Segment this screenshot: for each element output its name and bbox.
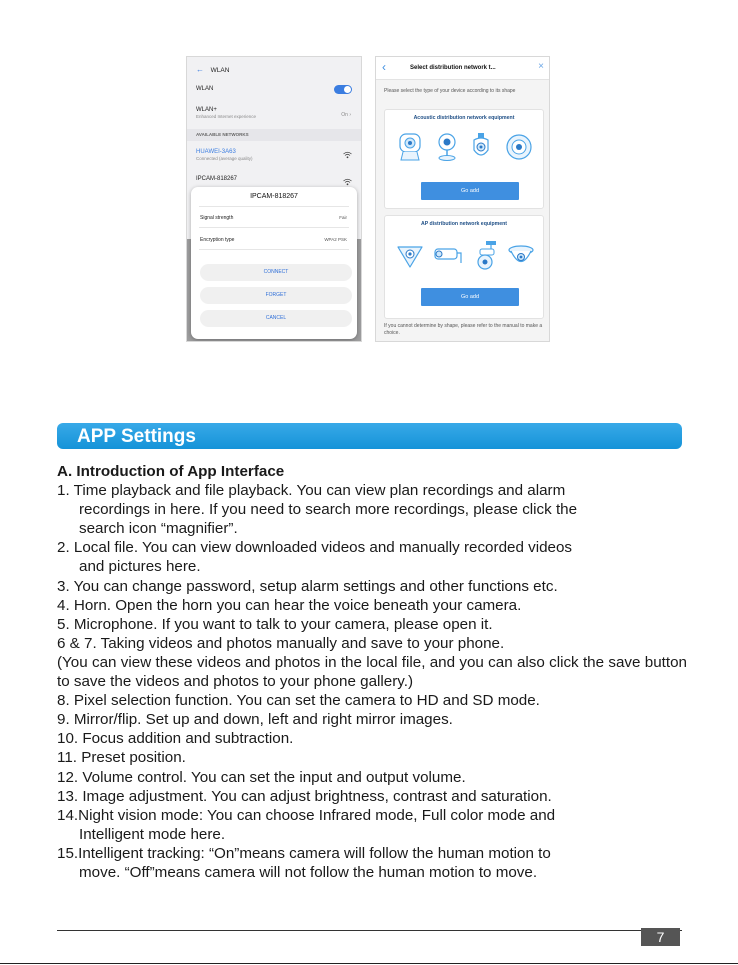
acoustic-card — [384, 109, 544, 209]
list-item-5: 5. Microphone. If you want to talk to your camera, please open it. — [57, 615, 493, 633]
baby-monitor-camera-icon — [397, 132, 423, 162]
wlan-toggle[interactable] — [334, 85, 352, 94]
list-item-2-cont: and pictures here. — [79, 558, 201, 576]
pin-camera-icon — [436, 132, 458, 162]
list-item-14-cont: Intelligent mode here. — [79, 825, 226, 843]
shape-help-note: If you cannot determine by shape, please refer to the manual to make a choice. — [384, 323, 543, 336]
network-dialog — [191, 187, 357, 339]
footer-rule — [57, 930, 682, 931]
wlan-header — [187, 65, 362, 74]
ap-go-add-button[interactable]: Go add — [421, 288, 519, 306]
wlan-plus-row — [187, 107, 362, 119]
chevron-right-icon: › — [349, 112, 351, 118]
back-arrow-icon: ← — [196, 65, 204, 74]
ap-device-icons — [391, 240, 539, 270]
connect-button[interactable]: CONNECT — [200, 264, 352, 281]
wlan-screenshot — [186, 56, 362, 342]
list-item-3: 3. You can change password, setup alarm settings and other functions etc. — [57, 577, 558, 595]
network-name: IPCAM-818267 — [196, 176, 238, 182]
available-networks-header: AVAILABLE NETWORKS — [196, 132, 249, 137]
round-camera-icon — [505, 133, 533, 161]
wlan-label: WLAN — [196, 86, 214, 92]
list-item-13: 13. Image adjustment. You can adjust brightness, contrast and saturation. — [57, 787, 552, 805]
list-item-11: 11. Preset position. — [57, 749, 186, 767]
wlan-plus-value[interactable] — [341, 112, 351, 118]
list-item-8: 8. Pixel selection function. You can set the camera to HD and SD mode. — [57, 692, 540, 710]
acoustic-card-title: Acoustic distribution network equipment — [413, 115, 515, 121]
list-item-6-7-note: (You can view these videos and photos in the local file, and you can also click the save button to save the videos and photos to your phone gallery.) — [57, 653, 687, 691]
bulb-camera-icon — [470, 132, 492, 162]
list-item-10: 10. Focus addition and subtraction. — [57, 730, 294, 748]
wlan-plus-label: WLAN+ — [196, 107, 217, 113]
list-item-6-7: 6 & 7. Taking videos and photos manually and save to your phone. — [57, 634, 505, 652]
list-item-4: 4. Horn. Open the horn you can hear the voice beneath your camera. — [57, 596, 522, 614]
dome-camera-icon — [507, 242, 535, 268]
page-edge-rule — [0, 963, 738, 964]
forget-button[interactable]: FORGET — [200, 287, 352, 304]
network-item-huawei[interactable] — [187, 149, 362, 161]
shape-instruction: Please select the type of your device according to its shape — [384, 88, 516, 94]
encryption-type-label: Encryption type — [200, 237, 235, 243]
wlan-plus-sub: Enhanced Internet experience — [196, 114, 257, 119]
dialog-title: IPCAM-818267 — [250, 193, 298, 200]
list-item-15-cont: move. “Off”means camera will not follow the human motion to move. — [79, 863, 538, 881]
network-status: Connected (average quality) — [196, 156, 253, 161]
ptz-camera-icon — [472, 240, 498, 270]
page-number: 7 — [641, 928, 680, 946]
network-name: HUAWEI-3A63 — [196, 149, 236, 155]
distribution-title: Select distribution network t... — [410, 65, 496, 71]
encryption-type-value: WPA2 PSK — [324, 237, 347, 242]
section-banner — [57, 423, 682, 449]
network-item-ipcam[interactable] — [187, 176, 362, 182]
list-item-1-cont: recordings in here. If you need to search more recordings, please click the — [79, 501, 578, 519]
distribution-header — [376, 57, 550, 80]
list-item-1: 1. Time playback and file playback. You can view plan recordings and alarm — [57, 482, 566, 500]
cancel-button[interactable]: CANCEL — [200, 310, 352, 327]
bullet-camera-icon — [433, 243, 463, 267]
back-chevron-icon[interactable]: ‹ — [382, 60, 386, 74]
distribution-network-screenshot — [375, 56, 550, 342]
fisheye-camera-icon — [396, 241, 424, 269]
ap-card-title: AP distribution network equipment — [420, 221, 508, 227]
signal-strength-value: Fair — [339, 215, 347, 220]
list-item-14: 14.Night vision mode: You can choose Infrared mode, Full color mode and — [57, 806, 556, 824]
instructions-body — [57, 462, 687, 882]
list-item-12: 12. Volume control. You can set the input and output volume. — [57, 768, 466, 786]
wifi-lock-icon — [343, 151, 352, 161]
acoustic-go-add-button[interactable]: Go add — [421, 182, 519, 200]
close-icon[interactable]: × — [538, 61, 544, 72]
section-heading: A. Introduction of App Interface — [57, 463, 285, 480]
signal-strength-label: Signal strength — [200, 215, 234, 221]
list-item-9: 9. Mirror/flip. Set up and down, left and right mirror images. — [57, 711, 453, 729]
section-title: APP Settings — [77, 426, 196, 447]
list-item-1-cont: search icon “magnifier”. — [79, 520, 238, 538]
wlan-plus-value-text: On — [341, 112, 348, 118]
list-item-2: 2. Local file. You can view downloaded videos and manually recorded videos — [57, 539, 573, 557]
ap-card — [384, 215, 544, 319]
wlan-header-title: WLAN — [210, 67, 230, 74]
acoustic-device-icons — [391, 132, 539, 162]
list-item-15: 15.Intelligent tracking: “On”means camera will follow the human motion to — [57, 844, 551, 862]
